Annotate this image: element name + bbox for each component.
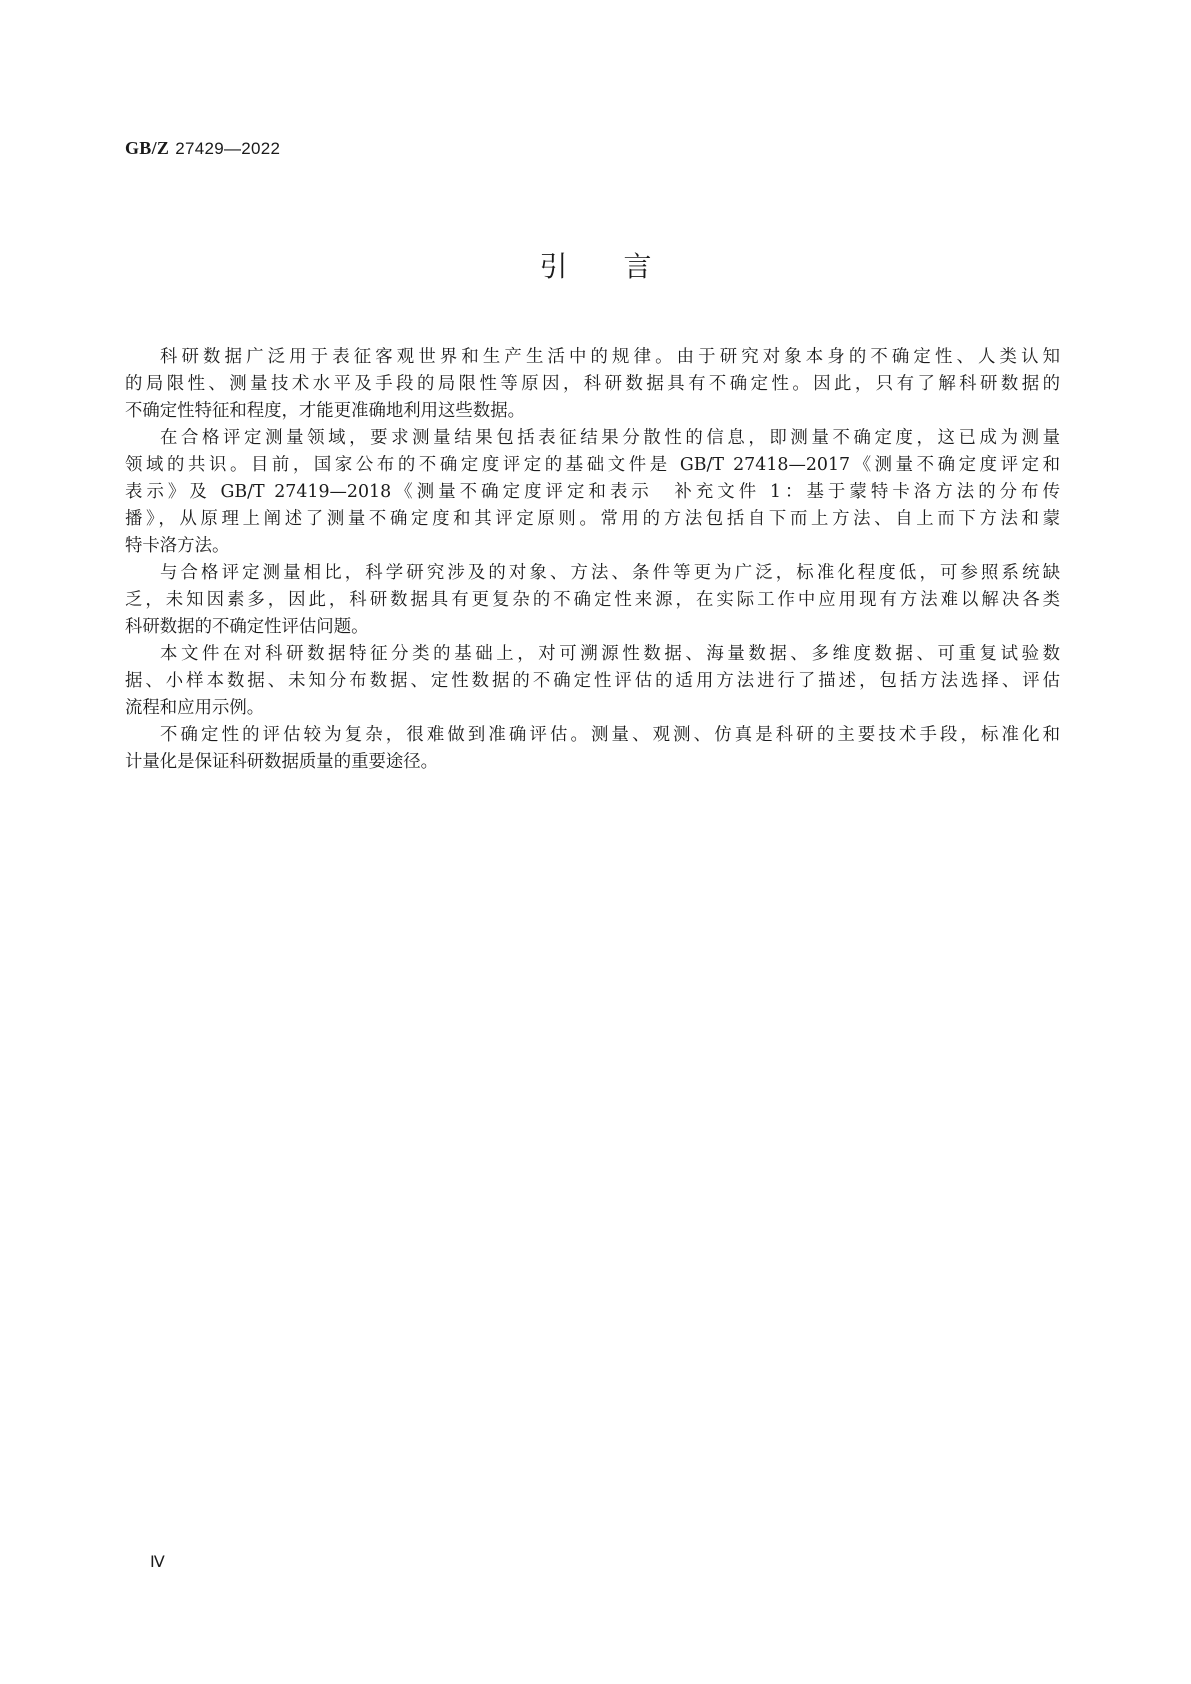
text-line: 科研数据广泛用于表征客观世界和生产生活中的规律。由于研究对象本身的不确定性、人类认知 — [160, 347, 1060, 367]
standard-number: 27429—2022 — [175, 139, 281, 158]
paragraph — [125, 641, 1060, 722]
paragraph — [125, 344, 1060, 425]
standard-prefix: GB/Z — [125, 138, 170, 158]
paragraph — [125, 560, 1060, 641]
text-line: 特卡洛方法。 — [125, 536, 230, 556]
text-line: 科研数据的不确定性评估问题。 — [125, 617, 369, 637]
paragraph — [125, 425, 1060, 560]
introduction-body — [125, 344, 1060, 776]
page-number: Ⅳ — [150, 1554, 165, 1571]
text-line: 流程和应用示例。 — [125, 698, 265, 718]
text-line: 不确定性的评估较为复杂，很难做到准确评估。测量、观测、仿真是科研的主要技术手段，标准化和 — [160, 725, 1060, 745]
text-line: 与合格评定测量相比，科学研究涉及的对象、方法、条件等更为广泛，标准化程度低，可参照系统缺 — [160, 563, 1060, 583]
text-line: 乏，未知因素多，因此，科研数据具有更复杂的不确定性来源，在实际工作中应用现有方法难以解决各类 — [125, 590, 1060, 610]
text-line: 计量化是保证科研数据质量的重要途径。 — [125, 752, 439, 772]
text-line: 不确定性特征和程度，才能更准确地利用这些数据。 — [125, 401, 525, 421]
text-line: 播》，从原理上阐述了测量不确定度和其评定原则。常用的方法包括自下而上方法、自上而下方法和蒙 — [125, 509, 1060, 529]
standard-header — [125, 138, 280, 159]
section-title: 引言 — [539, 250, 708, 283]
text-line: 本文件在对科研数据特征分类的基础上，对可溯源性数据、海量数据、多维度数据、可重复试验数 — [160, 644, 1060, 664]
paragraph — [125, 722, 1060, 776]
text-line: 的局限性、测量技术水平及手段的局限性等原因，科研数据具有不确定性。因此，只有了解科研数据的 — [125, 374, 1060, 394]
text-line: 表示》及 GB/T 27419—2018《测量不确定度评定和表示 补充文件 1：基于蒙特卡洛方法的分布传 — [125, 482, 1060, 502]
text-line: 在合格评定测量领域，要求测量结果包括表征结果分散性的信息，即测量不确定度，这已成为测量 — [160, 428, 1060, 448]
text-line: 据、小样本数据、未知分布数据、定性数据的不确定性评估的适用方法进行了描述，包括方法选择、评估 — [125, 671, 1060, 691]
text-line: 领域的共识。目前，国家公布的不确定度评定的基础文件是 GB/T 27418—2017《测量不确定度评定和 — [125, 455, 1060, 475]
